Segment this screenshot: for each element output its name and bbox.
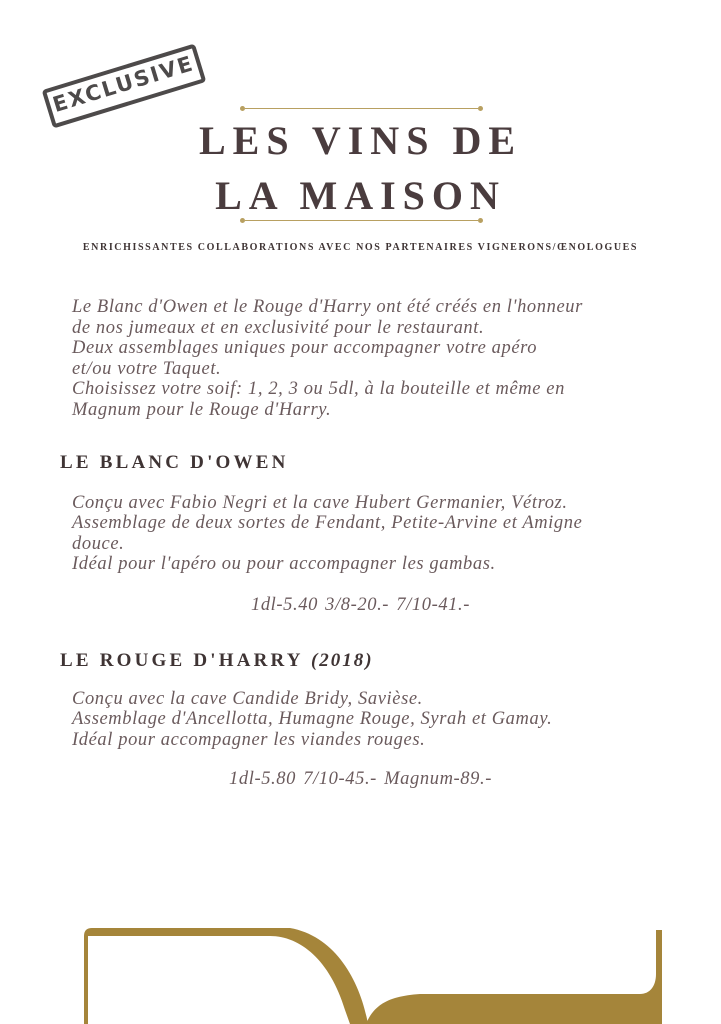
intro-paragraph (72, 297, 672, 421)
bottom-ornament-divider (240, 216, 483, 226)
blanc-line: Conçu avec Fabio Negri et la cave Hubert Germanier, Vétroz. (72, 493, 568, 513)
rouge-description (72, 689, 682, 750)
blanc-prices: 1dl-5.40 3/8-20.- 7/10-41.- (250, 595, 471, 615)
stamp-text: EXCLUSIVE (49, 51, 197, 117)
rouge-vintage: (2018) (310, 650, 374, 671)
blanc-description (72, 493, 682, 574)
blanc-heading: LE BLANC D'OWEN (60, 452, 289, 473)
intro-line: Deux assemblages uniques pour accompagner votre apéro (72, 338, 538, 359)
page-subtitle: ENRICHISSANTES COLLABORATIONS AVEC NOS PARTENAIRES VIGNERONS/ŒNOLOGUES (82, 242, 639, 253)
intro-line: de nos jumeaux et en exclusivité pour le restaurant. (72, 317, 485, 338)
rouge-heading-text: LE ROUGE D'HARRY (60, 650, 304, 671)
intro-line: Magnum pour le Rouge d'Harry. (72, 399, 332, 420)
top-ornament-divider (240, 104, 483, 114)
rouge-line: Idéal pour accompagner les viandes rouges. (72, 729, 426, 750)
rouge-line: Conçu avec la cave Candide Bridy, Savièse. (72, 689, 423, 709)
blanc-line: Idéal pour l'apéro ou pour accompagner les gambas. (72, 553, 496, 574)
page-title-line2: LA MAISON (215, 173, 506, 218)
exclusive-stamp (42, 43, 207, 128)
rouge-line: Assemblage d'Ancellotta, Humagne Rouge, Syrah et Gamay. (72, 709, 553, 730)
intro-line: et/ou votre Taquet. (72, 358, 222, 379)
rouge-heading (60, 650, 374, 672)
decorative-gold-emblem (0, 900, 721, 1024)
blanc-line: douce. (72, 533, 125, 554)
intro-line: Le Blanc d'Owen et le Rouge d'Harry ont été créés en l'honneur (72, 297, 583, 317)
page-title-line1: LES VINS DE (198, 118, 523, 163)
rouge-prices: 1dl-5.80 7/10-45.- Magnum-89.- (229, 769, 492, 789)
blanc-line: Assemblage de deux sortes de Fendant, Petite-Arvine et Amigne (72, 513, 583, 534)
intro-line: Choisissez votre soif: 1, 2, 3 ou 5dl, à la bouteille et même en (72, 379, 565, 400)
